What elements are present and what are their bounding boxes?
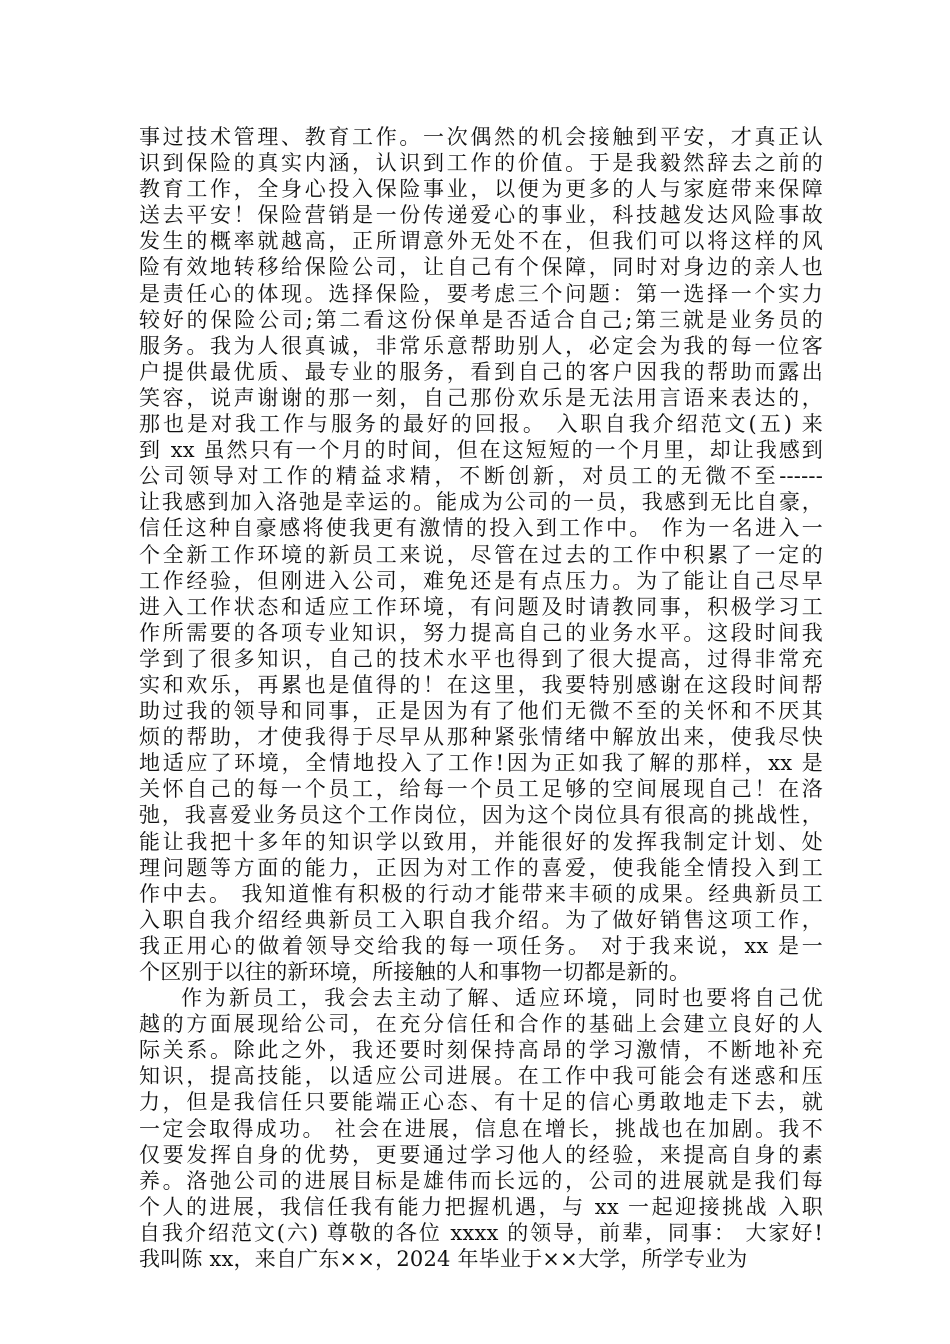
text-line: 仅要发挥自身的优势，更要通过学习他人的经验，来提高自身的素 — [139, 1142, 823, 1167]
text-line: 学到了很多知识，自己的技术水平也得到了很大提高，过得非常充 — [139, 646, 823, 671]
text-line: 那也是对我工作与服务的最好的回报。 入职自我介绍范文(五) 来 — [139, 412, 823, 437]
text-line: 越的方面展现给公司，在充分信任和合作的基础上会建立良好的人 — [139, 1012, 823, 1037]
text-line: 能让我把十多年的知识学以致用，并能很好的发挥我制定计划、处 — [139, 829, 823, 854]
text-line: 力，但是我信任只要能端正心态、有十足的信心勇敢地走下去，就 — [139, 1090, 823, 1115]
text-line: 际关系。除此之外，我还要时刻保持高昂的学习激情，不断地补充 — [139, 1038, 823, 1063]
text-line: 我正用心的做着领导交给我的每一项任务。 对于我来说，xx 是一 — [139, 933, 823, 958]
text-line: 教育工作，全身心投入保险事业，以便为更多的人与家庭带来保障 — [139, 177, 823, 202]
text-line: 送去平安！保险营销是一份传递爱心的事业，科技越发达风险事故 — [139, 203, 823, 228]
text-line: 公司领导对工作的精益求精，不断创新，对员工的无微不至------ — [139, 464, 823, 489]
text-line: 自我介绍范文(六) 尊敬的各位 xxxx 的领导，前辈，同事： 大家好! — [139, 1220, 823, 1245]
text-line: 事过技术管理、教育工作。一次偶然的机会接触到平安，才真正认 — [139, 125, 823, 149]
text-line: 个全新工作环境的新员工来说，尽管在过去的工作中积累了一定的 — [139, 542, 823, 567]
text-line: 户提供最优质、最专业的服务，看到自己的客户因我的帮助而露出 — [139, 359, 823, 384]
text-line: 让我感到加入洛弛是幸运的。能成为公司的一员，我感到无比自豪， — [139, 490, 823, 515]
body-text — [139, 124, 823, 1272]
text-line: 信任这种自豪感将使我更有激情的投入到工作中。 作为一名进入一 — [139, 516, 823, 541]
text-line: 较好的保险公司;第二看这份保单是否适合自己;第三就是业务员的 — [139, 307, 823, 332]
text-line: 我叫陈 xx，来自广东××，2024 年毕业于××大学，所学专业为 — [139, 1247, 748, 1272]
text-line: 知识，提高技能，以适应公司进展。在工作中我可能会有迷惑和压 — [139, 1064, 823, 1089]
text-line: 助过我的领导和同事，正是因为有了他们无微不至的关怀和不厌其 — [139, 699, 823, 724]
text-line: 作中去。 我知道惟有积极的行动才能带来丰硕的成果。经典新员工 — [139, 881, 823, 906]
text-line: 关怀自己的每一个员工，给每一个员工足够的空间展现自己！在洛 — [139, 777, 823, 802]
text-line: 个区别于以往的新环境，所接触的人和事物一切都是新的。 — [139, 960, 691, 984]
text-line: 到 xx 虽然只有一个月的时间，但在这短短的一个月里，却让我感到 — [139, 438, 823, 463]
text-line: 识到保险的真实内涵，认识到工作的价值。于是我毅然辞去之前的 — [139, 151, 823, 176]
text-line: 作为新员工，我会去主动了解、适应环境，同时也要将自己优 — [181, 986, 823, 1011]
text-line: 险有效地转移给保险公司，让自己有个保障，同时对身边的亲人也 — [139, 255, 823, 280]
text-line: 是责任心的体现。选择保险，要考虑三个问题：第一选择一个实力 — [139, 281, 823, 306]
text-line: 服务。我为人很真诚，非常乐意帮助别人，必定会为我的每一位客 — [139, 333, 823, 358]
text-line: 一定会取得成功。 社会在进展，信息在增长，挑战也在加剧。我不 — [139, 1116, 823, 1141]
text-line: 养。洛弛公司的进展目标是雄伟而长远的，公司的进展就是我们每 — [139, 1168, 823, 1193]
text-line: 弛，我喜爱业务员这个工作岗位，因为这个岗位具有很高的挑战性， — [139, 803, 823, 828]
text-line: 笑容，说声谢谢的那一刻，自己那份欢乐是无法用言语来表达的， — [139, 385, 823, 410]
text-line: 个人的进展，我信任我有能力把握机遇，与 xx 一起迎接挑战 入职 — [139, 1194, 823, 1219]
text-line: 烦的帮助，才使我得于尽早从那种紧张情绪中解放出来，使我尽快 — [139, 725, 823, 750]
text-line: 作所需要的各项专业知识，努力提高自己的业务水平。这段时间我 — [139, 620, 823, 645]
text-line: 工作经验，但刚进入公司，难免还是有点压力。为了能让自己尽早 — [139, 568, 823, 593]
text-line: 进入工作状态和适应工作环境，有问题及时请教同事，积极学习工 — [139, 594, 823, 619]
text-line: 地适应了环境，全情地投入了工作!因为正如我了解的那样，xx 是 — [139, 751, 823, 776]
text-line: 发生的概率就越高，正所谓意外无处不在，但我们可以将这样的风 — [139, 229, 823, 254]
text-line: 实和欢乐，再累也是值得的！在这里，我要特别感谢在这段时间帮 — [139, 672, 823, 697]
text-line: 入职自我介绍经典新员工入职自我介绍。为了做好销售这项工作， — [139, 907, 823, 932]
text-line: 理问题等方面的能力，正因为对工作的喜爱，使我能全情投入到工 — [139, 855, 823, 880]
